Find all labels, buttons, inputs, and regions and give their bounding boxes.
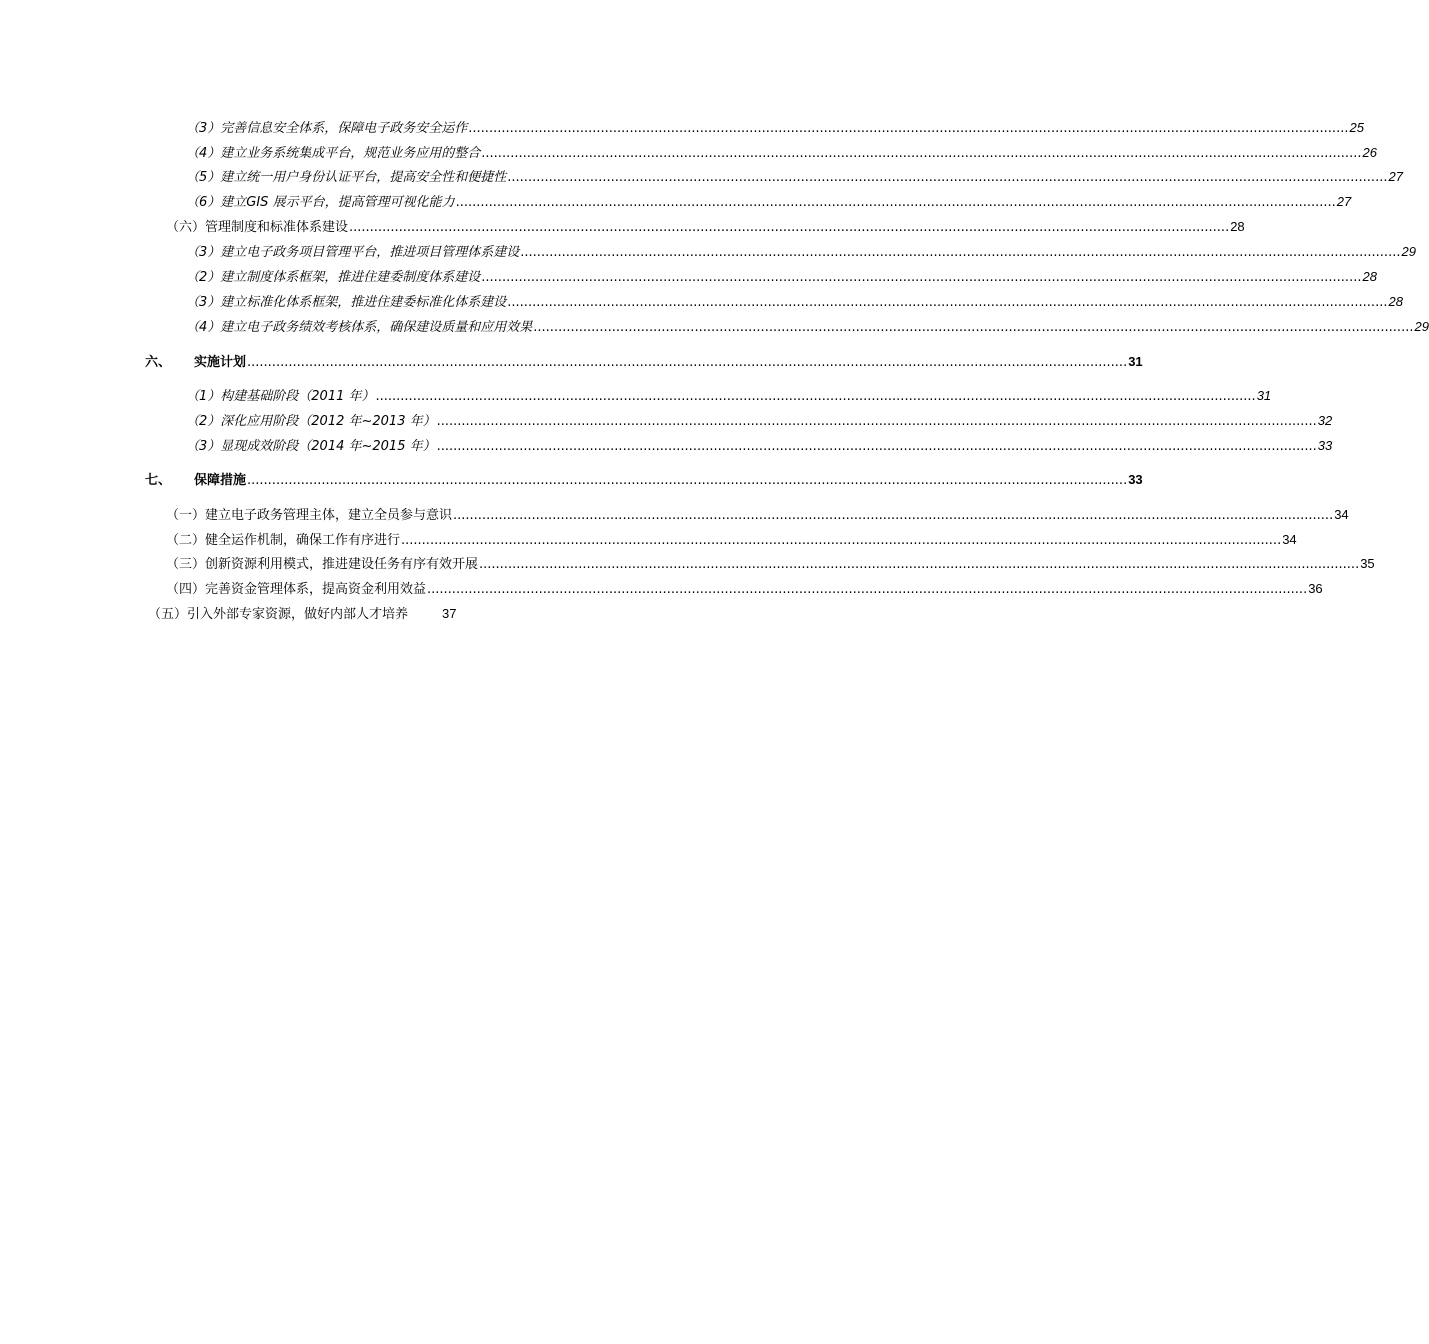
dot-leader: ..................................................................................................................................................................................................................... [427,582,1308,597]
toc-page-number: 33 [1128,472,1143,487]
toc-entry[interactable] [186,436,1333,456]
dot-leader: ..................................................................................................................................................................................................................... [468,121,1349,136]
dot-leader: ..................................................................................................................................................................................................................... [349,220,1230,235]
toc-page-number: 25 [1349,120,1364,135]
toc-page-number: 34 [1282,532,1297,547]
toc-entry[interactable] [186,167,1403,187]
toc-entry[interactable] [166,217,1245,237]
toc-entry-label: （3）建立电子政务项目管理平台，推进项目管理体系建设 [186,245,520,260]
toc-chapter-entry[interactable] [145,352,1143,372]
toc-page-number: 31 [1128,354,1143,369]
toc-entry-label: （六）管理制度和标准体系建设 [166,220,349,235]
chapter-number: 七、 [145,473,172,488]
chapter-number: 六、 [145,355,172,370]
toc-page-number: 27 [1336,194,1352,209]
dot-leader: ..................................................................................................................................................................................................................... [455,195,1336,210]
toc-entry[interactable] [166,554,1375,574]
toc-entry[interactable] [166,505,1349,525]
toc-entry-label: （二）健全运作机制，确保工作有序进行 [166,533,401,548]
dot-leader: ..................................................................................................................................................................................................................... [247,473,1128,488]
toc-entry-label: （1）构建基础阶段（2011 年） [186,389,375,404]
dot-leader: ..................................................................................................................................................................................................................... [453,508,1334,523]
dot-leader: ..................................................................................................................................................................................................................... [436,439,1317,454]
toc-page-number: 28 [1230,219,1245,234]
toc-entry[interactable] [148,604,456,624]
dot-leader: ..................................................................................................................................................................................................................... [507,170,1388,185]
toc-page-number: 29 [1414,319,1429,334]
toc-entry-label: （2）深化应用阶段（2012 年~2013 年） [186,414,436,429]
dot-leader: ..................................................................................................................................................................................................................... [533,320,1414,335]
toc-page-number: 36 [1308,581,1323,596]
toc-entry[interactable] [166,530,1297,550]
toc-page-number: 31 [1256,388,1272,403]
toc-page-number: 33 [1317,438,1333,453]
toc-entry[interactable] [186,317,1429,337]
dot-leader: ..................................................................................................................................................................................................................... [247,355,1128,370]
toc-page-number: 35 [1360,556,1375,571]
dot-leader: ..................................................................................................................................................................................................................... [481,270,1362,285]
toc-entry[interactable] [186,242,1416,262]
toc-entry[interactable] [186,267,1377,287]
toc-entry[interactable] [186,411,1333,431]
toc-entry-label: （2）建立制度体系框架，推进住建委制度体系建设 [186,270,481,285]
toc-entry[interactable] [166,579,1323,599]
toc-page-number: 34 [1334,507,1349,522]
toc-entry-label: （4）建立电子政务绩效考核体系，确保建设质量和应用效果 [186,320,533,335]
toc-entry[interactable] [186,292,1403,312]
toc-entry-label: （3）建立标准化体系框架，推进住建委标准化体系建设 [186,295,507,310]
toc-page-number: 27 [1388,169,1403,184]
toc-entry-label: 实施计划 [194,355,247,370]
dot-leader: ..................................................................................................................................................................................................................... [520,245,1401,260]
dot-leader: ..................................................................................................................................................................................................................... [479,557,1360,572]
toc-page-number: 29 [1401,244,1416,259]
toc-entry-label: （3）显现成效阶段（2014 年~2015 年） [186,439,436,454]
toc-entry-label: （4）建立业务系统集成平台，规范业务应用的整合 [186,146,481,161]
dot-leader: ..................................................................................................................................................................................................................... [436,414,1317,429]
dot-leader: ..................................................................................................................................................................................................................... [481,146,1362,161]
toc-page-number: 28 [1362,269,1377,284]
toc-page-number: 28 [1388,294,1403,309]
toc-page-number: 37 [442,606,457,621]
toc-entry-label: （五）引入外部专家资源，做好内部人才培养 [148,607,409,622]
toc-entry-label: 保障措施 [194,473,247,488]
toc-entry[interactable] [186,143,1377,163]
toc-entry[interactable] [186,386,1272,406]
dot-leader: ..................................................................................................................................................................................................................... [401,533,1282,548]
toc-entry-label: （三）创新资源利用模式，推进建设任务有序有效开展 [166,557,479,572]
toc-chapter-entry[interactable] [145,470,1143,490]
toc-entry-label: （6）建立GIS 展示平台，提高管理可视化能力 [186,195,455,210]
toc-entry-label: （一）建立电子政务管理主体，建立全员参与意识 [166,508,453,523]
toc-page-number: 26 [1362,145,1377,160]
toc-page-number: 32 [1317,413,1333,428]
dot-leader: ..................................................................................................................................................................................................................... [507,295,1388,310]
toc-entry-label: （3）完善信息安全体系，保障电子政务安全运作 [186,121,468,136]
toc-entry[interactable] [186,192,1352,212]
toc-entry[interactable] [186,118,1364,138]
toc-entry-label: （5）建立统一用户身份认证平台，提高安全性和便捷性 [186,170,507,185]
toc-entry-label: （四）完善资金管理体系，提高资金利用效益 [166,582,427,597]
dot-leader: ..................................................................................................................................................................................................................... [375,389,1256,404]
